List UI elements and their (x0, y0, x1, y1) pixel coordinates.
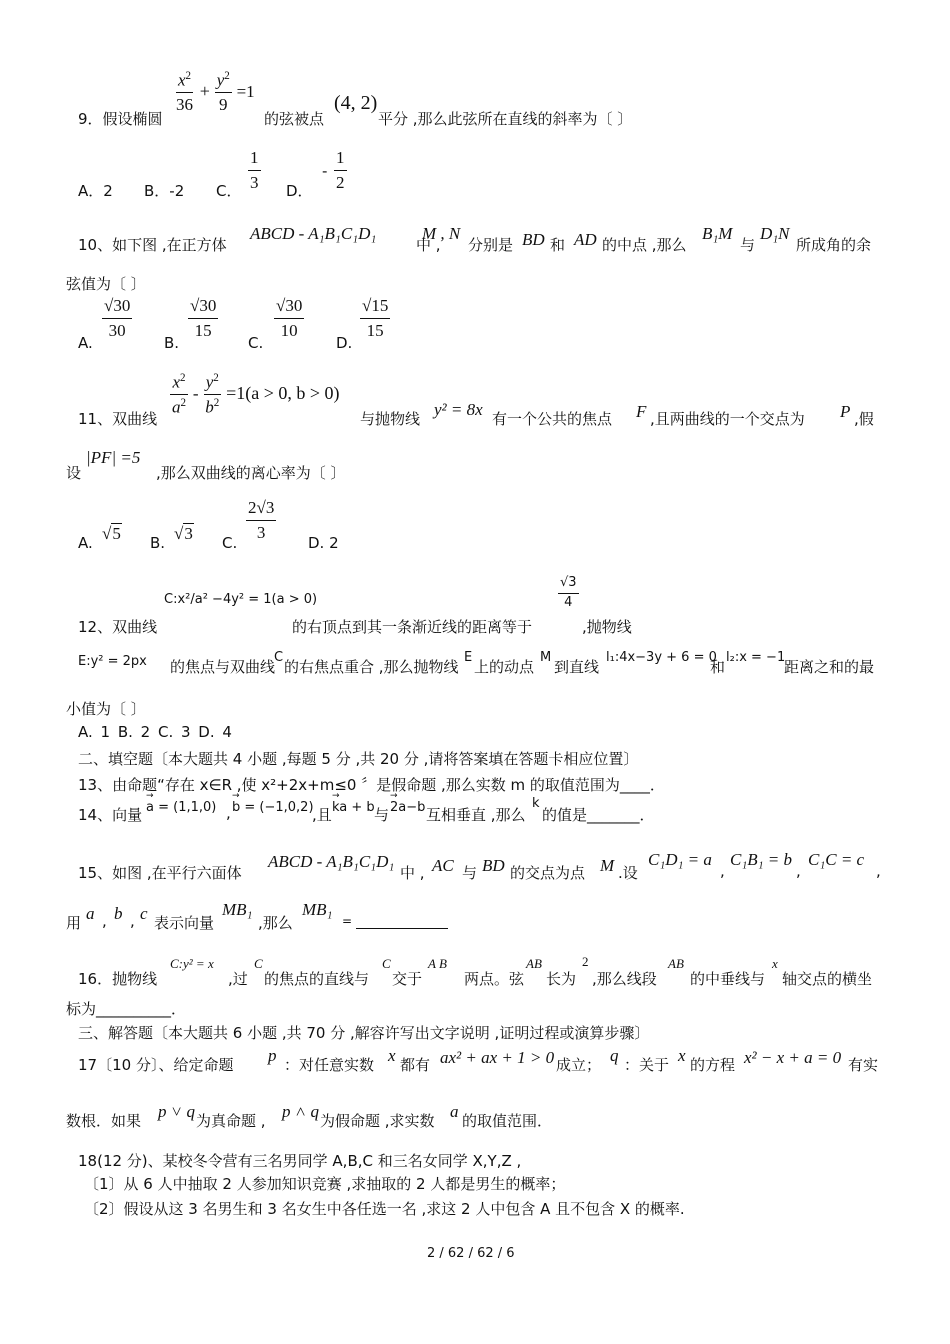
q11-option-c-value: $\frac{2√3}{3}$ (248, 498, 275, 542)
q12-line3: 小值为〔 〕 (66, 700, 146, 718)
q10-option-b-value: $\frac{√30}{15}$ (190, 296, 217, 340)
q17-mid5: 的方程 (690, 1056, 736, 1074)
q15-line2-c: ,那么 (258, 914, 293, 932)
q15-a: a (86, 904, 95, 923)
q17-p-or-q: p ˅ q (158, 1102, 195, 1121)
q15-with: 与 (462, 864, 478, 882)
q17-inequality: ax² + ax + 1 > 0 (440, 1048, 555, 1067)
q12-c: C (274, 650, 284, 665)
q17-a: a (450, 1102, 459, 1121)
q17-mid: ：对任意实数 (284, 1056, 375, 1074)
q17-line2-c: 为假命题 ,求实数 (320, 1112, 435, 1130)
q11-option-c: C. (222, 534, 238, 552)
q12-line2-d: 上的动点 (474, 658, 535, 676)
q18-line2: 〔1〕从 6 人中抽取 2 人参加知识竞赛 ,求抽取的 2 人都是男生的概率； (84, 1175, 566, 1193)
q15-bd: BD (482, 856, 505, 875)
q10-text-c: 分别是 (468, 236, 514, 254)
q11-hyperbola: $\frac{x^2}{a^2}$ - $\frac{y^2}{b^2}$ =1(a > 0, b > 0) (172, 372, 340, 417)
q15-mid3: .设 (618, 864, 638, 882)
q11-line2 (66, 448, 466, 482)
q12-m: M (540, 650, 552, 665)
q12-line2 (78, 650, 888, 678)
q15-b: b (114, 904, 123, 923)
q12-parabola: E:y² = 2px (78, 654, 147, 669)
q11-p: P (840, 402, 851, 421)
q17-mid3: 成立； (556, 1056, 602, 1074)
q16-mid7: 的中垂线与 (690, 970, 766, 988)
q16-mid: ,过 (228, 970, 248, 988)
q18-line3: 〔2〕假设从这 3 名男生和 3 名女生中各任选一名 ,求这 2 人中包含 A 且不包含 X 的概率. (84, 1200, 685, 1218)
q9-option-d-fraction: $\frac{1}{2}$ (336, 148, 345, 192)
q15-eq1: C₁D₁ = a (648, 850, 712, 869)
q10-option-a-value: $\frac{√30}{30}$ (104, 296, 131, 340)
q12-line2-f: 距离之和的最 (784, 658, 875, 676)
q11-option-b-value: √3 (174, 524, 193, 543)
q10-option-c-label: C. (248, 334, 264, 352)
q17-x-repeat: x (678, 1046, 686, 1065)
q11-option-b: B. (150, 534, 166, 552)
q16-prefix: 16．抛物线 (78, 970, 158, 988)
q14-vector-b: → b = (−1,0,2) (232, 800, 314, 815)
q14-expr1: → ka + b (332, 800, 375, 815)
q10-text-a: 10、如下图 ,在正方体 (78, 236, 227, 254)
q17-p: p (268, 1046, 277, 1065)
q15-solid: ABCD - A₁B₁C₁D₁ (268, 852, 395, 871)
q10-b1m: B₁M (702, 224, 733, 243)
q10-line2: 弦值为〔 〕 (66, 275, 146, 293)
q15-line2: 用 a , b , c 表示向量 MB₁ ,那么 MB₁ = (66, 900, 566, 934)
q17-line2-b: 为真命题 , (196, 1112, 266, 1130)
q12-line2-c: 的右焦点重合 ,那么抛物线 (284, 658, 459, 676)
q12-line2-e: 到直线 (554, 658, 600, 676)
q11-prefix: 11、双曲线 (78, 410, 158, 428)
q16-curve: C:y² = x (170, 956, 214, 971)
q17-mid4: ：关于 (624, 1056, 670, 1074)
q9-option-c-fraction: $\frac{1}{3}$ (250, 148, 259, 192)
q15-answer-blank[interactable] (356, 928, 448, 929)
q10-d1n: D₁N (760, 224, 790, 243)
q16-mid5: 长为 (546, 970, 577, 988)
q14-mid: ,且 (312, 806, 332, 824)
q15-mid2: 的交点为点 (510, 864, 586, 882)
q9-mid: 的弦被点 (264, 110, 325, 128)
q12-and: 和 (710, 658, 726, 676)
q14-k: k (532, 796, 540, 811)
q12-line1 (78, 572, 888, 638)
q12-line2-b: 的焦点与双曲线 (170, 658, 276, 676)
q15-c: c (140, 904, 148, 923)
q14-vector-a: → a = (1,1,0) (146, 800, 216, 815)
q16-mid6: ,那么线段 (592, 970, 657, 988)
q14-mid2: 互相垂直 ,那么 (426, 806, 526, 824)
q15-eq-sign: = (342, 914, 353, 928)
q9-option-a: A．2 (78, 182, 113, 200)
q12-options: A. 1 B. 2 C. 3 D. 4 (78, 723, 232, 741)
q11-options (78, 498, 478, 554)
q11-f: F (636, 402, 647, 421)
q11-mid2: 有一个公共的焦点 (492, 410, 613, 428)
q10-text-e: 所成角的余 (796, 236, 872, 254)
q12-distance: $\frac{√3}{4}$ (560, 575, 577, 610)
q10-option-b-label: B. (164, 334, 180, 352)
q16-line1 (78, 954, 888, 988)
q16-line2: 标为__________． (66, 1000, 187, 1018)
q9-suffix: 平分 ,那么此弦所在直线的斜率为〔 〕 (378, 110, 633, 128)
q11-pf: |PF| =5 (86, 448, 141, 467)
q11-parabola: y² = 8x (434, 400, 483, 419)
q17-equation: x² − x + a = 0 (744, 1048, 842, 1067)
q16-c-repeat: C (382, 956, 391, 971)
q9-option-c: C． (216, 182, 242, 200)
q12-e: E (464, 650, 473, 665)
q17-p-and-q: p ˄ q (282, 1102, 319, 1121)
q10-option-d-value: $\frac{√15}{15}$ (362, 296, 389, 340)
q14-prefix: 14、向量 (78, 806, 143, 824)
q16-ab2: AB (526, 956, 542, 971)
q10-text-d: 的中点 ,那么 (602, 236, 687, 254)
q17-line2-d: 的取值范围． (462, 1112, 553, 1130)
q17-line1 (78, 1044, 888, 1076)
q15-mid: 中 , (400, 864, 425, 882)
q10-bd: BD (522, 230, 545, 249)
q17-line2-a: 数根．如果 (66, 1112, 142, 1130)
q11-line2-a: 设 (66, 464, 82, 482)
q12-l2: l₂:x = −1 (726, 650, 786, 665)
q15-mb1: MB₁ (222, 900, 253, 919)
q10-options (78, 296, 478, 356)
q16-mid3: 交于 (392, 970, 423, 988)
q17-mid2: 都有 (400, 1056, 431, 1074)
q10-ad: AD (574, 230, 597, 249)
section3-heading: 三、解答题〔本大题共 6 小题 ,共 70 分 ,解容许写出文字说明 ,证明过程或演算步骤〕 (78, 1024, 650, 1042)
q11-mid3: ,且两曲线的一个交点为 (650, 410, 805, 428)
q12-mid: 的右顶点到其一条渐近线的距离等于 (292, 618, 533, 636)
q17-x: x (388, 1046, 396, 1065)
q9-prefix: 9．假设椭圆 (78, 110, 163, 128)
q11-end1: ,假 (854, 410, 874, 428)
q12-hyperbola: C:x²/a² −4y² = 1(a > 0) (164, 592, 318, 607)
q17-q: q (610, 1046, 619, 1065)
q12-l1: l₁:4x−3y + 6 = 0 (606, 650, 717, 665)
q9-option-b: B．-2 (144, 182, 185, 200)
q10-with: 与 (740, 236, 756, 254)
q16-c: C (254, 956, 263, 971)
q10-cube-name: ABCD - A₁B₁C₁D₁ (250, 224, 377, 243)
q9-ellipse-equation: $\frac{x^2}{36}$ + $\frac{y^2}{9}$ =1 (176, 70, 255, 115)
q9-option-d-sign: - (322, 162, 328, 180)
q16-ab: A B (428, 956, 447, 971)
q16-ab2-repeat: AB (668, 956, 684, 971)
q15-eq3: C₁C = c (808, 850, 865, 869)
q13-text: 13、由命题“存在 x∈R ,使 x²+2x+m≤0 〞是假命题 ,那么实数 m 的取值范围为____． (78, 776, 665, 794)
q10-mn: M , N (422, 224, 461, 243)
q15-m: M (600, 856, 615, 875)
q15-line2-a: 用 (66, 914, 82, 932)
q12-prefix: 12、双曲线 (78, 618, 158, 636)
q15-prefix: 15、如图 ,在平行六面体 (78, 864, 242, 882)
q18-line1: 18(12 分)、某校冬令营有三名男同学 A,B,C 和三名女同学 X,Y,Z , (78, 1152, 522, 1170)
q11-option-a: A. (78, 534, 93, 552)
q15-ac: AC (432, 856, 454, 875)
q10-and: 和 (550, 236, 566, 254)
q16-length: 2 (582, 954, 589, 969)
q16-mid8: 轴交点的横坐 (782, 970, 873, 988)
q11-option-d: D. 2 (308, 534, 339, 552)
q14-suffix: 的值是_______． (542, 806, 655, 824)
section2-heading: 二、填空题〔本大题共 4 小题 ,每题 5 分 ,共 20 分 ,请将答案填在答题卡相应位置〕 (78, 750, 639, 768)
q16-mid2: 的焦点的直线与 (264, 970, 370, 988)
q9-option-d: D． (286, 182, 313, 200)
q16-x: x (772, 956, 778, 971)
q10-option-a-label: A. (78, 334, 93, 352)
page-footer: 2 / 62 / 62 / 6 (427, 1246, 515, 1261)
q15-line1: 15、如图 ,在平行六面体 ABCD - A₁B₁C₁D₁ 中 , AC 与 BD 的交点为点 M .设 C₁D₁ = a , C₁B₁ = b , C₁C = c , (78, 850, 881, 882)
q15-mb1-repeat: MB₁ (302, 900, 333, 919)
q11-line2-b: ,那么双曲线的离心率为〔 〕 (156, 464, 346, 482)
q11-line1 (78, 372, 888, 432)
q10-text-b: 中 , (416, 236, 441, 254)
q14-line: 14、向量 → a = (1,1,0) , → b = (−1,0,2) ,且 → ka + b 与 → 2a−b 互相垂直 ,那么 k 的值是_______． (78, 796, 778, 824)
q9-point: (4, 2) (334, 92, 378, 114)
q16-mid4: 两点。弦 (464, 970, 525, 988)
q10-option-d-label: D. (336, 334, 353, 352)
q17-line2 (66, 1098, 766, 1128)
q17-prefix: 17〔10 分〕、给定命题 (78, 1056, 234, 1074)
q11-mid: 与抛物线 (360, 410, 421, 428)
q11-option-a-value: √5 (102, 524, 121, 543)
q12-suffix: ,抛物线 (582, 618, 632, 636)
q10-option-c-value: $\frac{√30}{10}$ (276, 296, 303, 340)
q15-line2-b: 表示向量 (154, 914, 215, 932)
q14-expr2: → 2a−b (390, 800, 425, 815)
q15-eq2: C₁B₁ = b (730, 850, 793, 869)
q17-mid6: 有实 (848, 1056, 879, 1074)
q9-options (78, 148, 478, 198)
q14-with: 与 (374, 806, 390, 824)
